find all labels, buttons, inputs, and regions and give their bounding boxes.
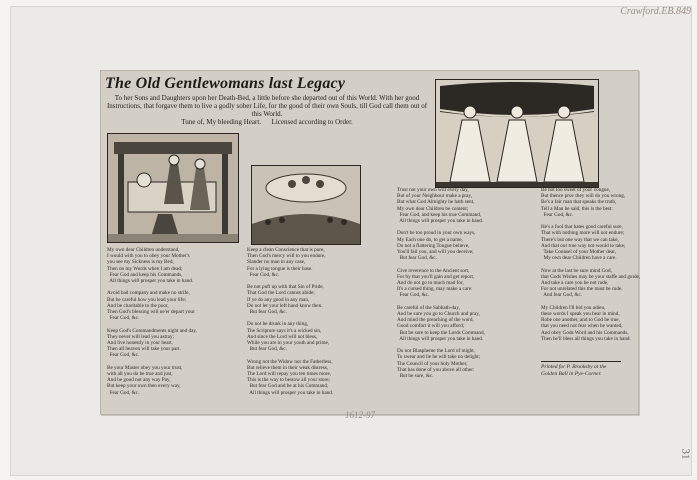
catalog-reference: Crawford.EB.849 [620, 6, 691, 17]
broadside-subtitle [105, 94, 429, 126]
printer-imprint: Printed for P. Brooksby at the Golden Ball in Pye-Corner. [541, 361, 621, 378]
broadside-title: The Old Gentlewomans last Legacy [105, 75, 346, 92]
tune-text: Tune of, My bleeding Heart. [181, 118, 262, 126]
subtitle-text: To her Sons and Daughters upon her Death-Bed, a little before she departed out of this World. With her good Instructions, that forgave them to live a godly sober Life, for the good of their own Souls, till God call them out of this World. [106, 94, 428, 118]
woodcut-heaven-image [251, 165, 361, 245]
side-number: 31 [679, 448, 692, 460]
verse-column-4: Be not too sweet of your Tongue, But thence prov they will do you wrong, Be's a fair man that speaks the truth, Tell a Man he said, this is the best: Fear God, &c. He's a fool that hates good careful sure, That with nothing more will not endure; There's but one way that we can take, And that our true way not would to take; Take Counsel of your Mother dear, My own dear Children have a care. Now at the last be sure mind God, that Gods Wishes may be your staffe and guide, And take a care you be not rude, For not unrelated this the must be rude. And fear God, &c. My Children I'll bid you adieu, these words I speak you bear in mind, Robe one another, and to God be true, that you need not fear when he wanted, And obey Gods Word and his Commands, Then he'll bless all things you take in hand. [541, 187, 641, 342]
tune-line [105, 118, 429, 126]
verse-column-1: My own dear Children understand, I would with you to obey your Mother's you see my Sickness is my Bed, Then on my Words when I am dead; Fear God and keep his Commands, All things will prosper you take in hand. Avoid bad company and make no strife, But be careful how you lead your life; And be charitable to the poor, Then God's blessing will ne'er depart your Fear God, &c. Keep God's Commandments night and day, They never will lead you astray; And live honestly in your heart, Then all heaven will take your part. Fear God, &c. Be your Master obey you your trust, with all you do be true and just, And be good not any way Pay, But keep your own then every way, Fear God, &c. [107, 247, 197, 396]
woodcut-three-women-image [435, 79, 599, 188]
license-text: Licensed according to Order. [271, 118, 353, 126]
broadside-sheet [100, 70, 639, 415]
pencil-mark: 1612-97 [345, 410, 375, 420]
verse-column-2: Keep a clean Conscience that is pure, Then God's mercy will to you endure, Slander no man in any case, For a lying tongue is their base. Fear God, &c. Be not puft up with that Sin of Pride, That God the Lord cannot abide; If ye do any good in any man, Do not let your left hand know then. But fear God, &c. Do not be drunk in any thing, The Scripture says it's a wicked sin, And since the Lord will not bless, While you are in your youth and prime, But fear God, &c. Wrong not the Widow nor the Fatherless, But relieve them in their weak distress, The Lord will repay you ten times more, This is the way to bestow all your store; But fear God and be at his Command, All things will prosper you take in hand. [247, 247, 334, 396]
woodcut-deathbed-image [107, 133, 239, 243]
verse-column-3: Trust not your own will every day, But of your Neighbour make a pray, But what God Almighty he hath sent, My own dear Children be content; Fear God, and keep his true Command, All things will prosper you take in hand. Don't be too proud in your own ways, My Each one do, to get a name, Do not a flattering Tongue believe, You'll fail you, and will you deceive; But fear God, &c. Give reverence to the Ancient sort, For by that you'll gain and get report, And do not go to much mad for, It's a cursed thing, may make a care: Fear God, &c. Be careful of the Sabbath-day, And be sure you go to Church and pray, And mind the preaching of the word, Good comfort it will you afford; But be sure to keep the Lords Command, All things will prosper you take in hand. Do not Blaspheme the Lord of might, To swear and lie he will take no delight; The Council of your holy Mother, That has done of you above all other: But be sure, &c. [397, 187, 485, 380]
